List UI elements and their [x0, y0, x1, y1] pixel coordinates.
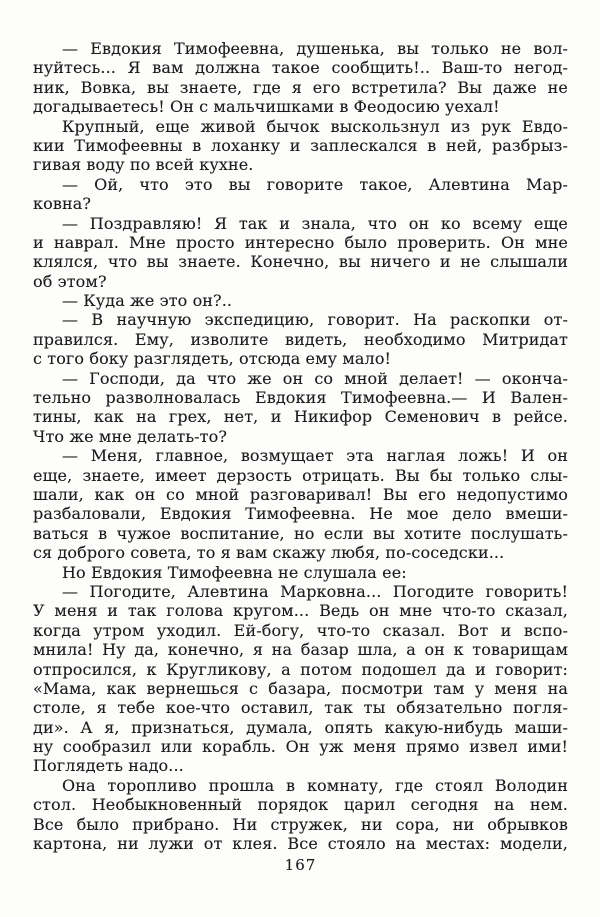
text-line: еще, знаете, имеет дерзость отрицать. Вы бы только слы- — [33, 465, 568, 485]
paragraph — [33, 563, 568, 582]
text-line: тины, как на грех, нет, и Никифор Семенович в рейсе. — [33, 407, 568, 427]
paragraph — [33, 446, 568, 562]
text-line: — Погодите, Алевтина Марковна... Погодите говорить! — [62, 581, 568, 601]
text-block — [33, 39, 568, 853]
text-line: Что же мне делать-то? — [33, 426, 228, 446]
text-line: ковна? — [33, 194, 92, 214]
text-line: и наврал. Мне просто интересно было проверить. Он мне — [33, 232, 568, 252]
paragraph — [33, 291, 568, 310]
paragraph — [33, 776, 568, 854]
text-line: ник, Вовка, вы знаете, где я его встретила? Вы даже не — [33, 77, 568, 97]
paragraph — [33, 117, 568, 175]
text-line: стол. Необыкновенный порядок царил сегодня на нем. — [33, 795, 568, 815]
paragraph — [33, 175, 568, 214]
text-line: — Меня, главное, возмущает эта наглая ложь! И он — [62, 446, 568, 466]
text-line: когда утром уходил. Ей-богу, что-то сказал. Вот и вспо- — [33, 620, 568, 640]
text-line: картона, ни лужи от клея. Все стояло на местах: модели, — [33, 834, 568, 854]
text-line: гивая воду по всей кухне. — [33, 155, 254, 175]
text-line: — Поздравляю! Я так и знала, что он ко всему еще — [62, 213, 568, 233]
text-line: Все было прибрано. Ни стружек, ни сора, ни обрывков — [33, 814, 568, 834]
text-line: отпросился, к Кругликову, а потом подошел да и говорит: — [33, 659, 568, 679]
text-line: шали, как он со мной разговаривал! Вы его недопустимо — [33, 484, 568, 504]
text-line: — Ой, что это вы говорите такое, Алевтина Мар- — [62, 174, 568, 194]
text-line: — Куда же это он?.. — [62, 291, 233, 311]
text-line: У меня и так голова кругом... Ведь он мне что-то сказал, — [33, 601, 568, 621]
text-line: — Евдокия Тимофеевна, душенька, вы только не вол- — [62, 39, 568, 58]
text-line: догадываетесь! Он с мальчишками в Феодосию уехал! — [33, 97, 500, 117]
text-line: — Господи, да что же он со мной делает! — оконча- — [62, 368, 568, 388]
text-line: мнила! Ну да, конечно, я на базар шла, а он к товарищам — [33, 640, 568, 660]
paragraph — [33, 582, 568, 776]
text-line: ваться в чужое воспитание, но если вы хотите послушать- — [33, 523, 568, 543]
text-line: клялся, что вы знаете. Конечно, вы ничего и не слышали — [33, 252, 568, 272]
text-line: ну сообразил или корабль. Он уж меня прямо извел ими! — [33, 737, 568, 757]
paragraph — [33, 214, 568, 292]
text-line: разбаловали, Евдокия Тимофеевна. Не мое дело вмеши- — [33, 504, 568, 524]
text-line: «Мама, как вернешься с базара, посмотри там у меня на — [33, 678, 568, 698]
text-line: об этом? — [33, 271, 107, 291]
text-line: правился. Ему, изволите видеть, необходимо Митридат — [33, 329, 568, 349]
text-line: кии Тимофеевны в лоханку и заплескался в ней, разбрыз- — [33, 135, 568, 155]
text-line: ди». А я, признаться, думала, опять какую-нибудь маши- — [33, 717, 568, 737]
paragraph — [33, 39, 568, 117]
text-line: Поглядеть надо... — [33, 756, 184, 776]
text-line: — В научную экспедицию, говорит. На раскопки от- — [62, 310, 568, 330]
text-line: Но Евдокия Тимофеевна не слушала ее: — [62, 562, 407, 582]
text-line: столе, я тебе кое-что оставил, так ты обязательно погля- — [33, 698, 568, 718]
text-line: тельно разволновалась Евдокия Тимофеевна.— И Вален- — [33, 388, 568, 408]
text-line: с того боку разглядеть, отсюда ему мало! — [33, 349, 392, 369]
text-line: Она торопливо прошла в комнату, где стоял Володин — [62, 775, 568, 795]
paragraph — [33, 369, 568, 447]
paragraph — [33, 310, 568, 368]
text-line: ся доброго совета, то я вам скажу любя, по-соседски... — [33, 543, 505, 563]
text-line: Крупный, еще живой бычок выскользнул из рук Евдо- — [62, 116, 568, 136]
text-line: нуйтесь... Я вам должна такое сообщить!.. Ваш-то негод- — [33, 58, 568, 78]
page-number: 167 — [284, 856, 317, 874]
